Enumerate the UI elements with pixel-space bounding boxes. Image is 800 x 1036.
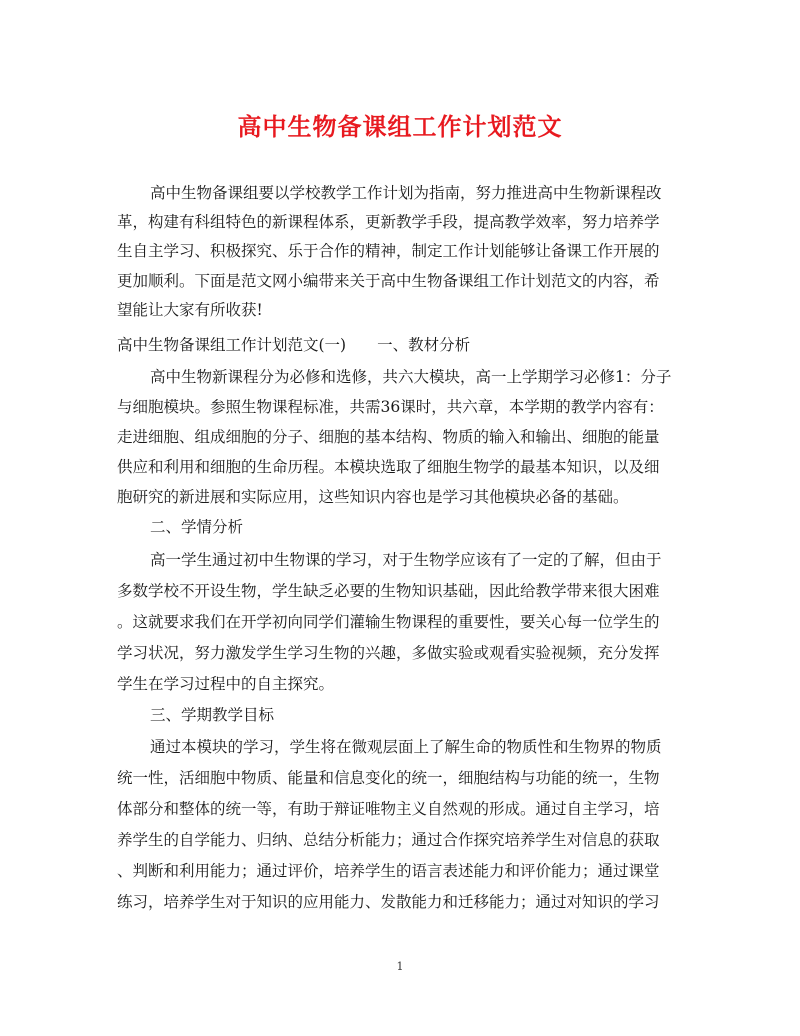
body-line-23: 、判断和利用能力；通过评价，培养学生的语言表述能力和评价能力；通过课堂 [117, 862, 660, 880]
body-line-11: 胞研究的新进展和实际应用，这些知识内容也是学习其他模块必备的基础。 [117, 488, 629, 506]
body-line-9: 走进细胞、组成细胞的分子、细胞的基本结构、物质的输入和输出、细胞的能量 [117, 428, 660, 446]
body-line-21: 体部分和整体的统一等，有助于辩证唯物主义自然观的形成。通过自主学习，培 [117, 800, 660, 818]
body-line-3: 生自主学习、积极探究、乐于合作的精神，制定工作计划能够让备课工作开展的 [117, 242, 660, 260]
body-line-5: 望能让大家有所收获! [117, 301, 263, 319]
body-line-20: 统一性，活细胞中物质、能量和信息变化的统一，细胞结构与功能的统一，生物 [117, 769, 660, 787]
section-heading-3: 三、学期教学目标 [150, 706, 275, 724]
body-line-4: 更加顺利。下面是范文网小编带来关于高中生物备课组工作计划范文的内容，希 [117, 272, 660, 290]
body-line-24: 练习，培养学生对于知识的应用能力、发散能力和迁移能力；通过对知识的学习 [117, 893, 660, 911]
body-line-1: 高中生物备课组要以学校教学工作计划为指南，努力推进高中生物新课程改 [150, 184, 662, 202]
page-number: 1 [396, 960, 404, 973]
body-line-16: 学习状况，努力激发学生学习生物的兴趣，多做实验或观看实验视频，充分发挥 [117, 644, 660, 662]
body-line-14: 多数学校不开设生物，学生缺乏必要的生物知识基础，因此给教学带来很大困难 [117, 582, 660, 600]
section-heading-2: 二、学情分析 [150, 518, 244, 536]
body-line-15: 。这就要求我们在开学初向同学们灌输生物课程的重要性，要关心每一位学生的 [117, 613, 660, 631]
document-title: 高中生物备课组工作计划范文 [237, 112, 563, 141]
section-heading-1: 高中生物备课组工作计划范文(一) 一、教材分析 [117, 336, 471, 354]
body-line-8: 与细胞模块。参照生物课程标准，共需36课时，共六章，本学期的教学内容有： [117, 398, 664, 416]
body-line-7: 高中生物新课程分为必修和选修，共六大模块，高一上学期学习必修1：分子 [150, 368, 672, 386]
body-line-13: 高一学生通过初中生物课的学习，对于生物学应该有了一定的了解，但由于 [150, 551, 662, 569]
body-line-10: 供应和利用和细胞的生命历程。本模块选取了细胞生物学的最基本知识，以及细 [117, 458, 660, 476]
body-line-17: 学生在学习过程中的自主探究。 [117, 675, 335, 693]
body-line-19: 通过本模块的学习，学生将在微观层面上了解生命的物质性和生物界的物质 [150, 738, 662, 756]
body-line-2: 革，构建有科组特色的新课程体系，更新教学手段，提高教学效率，努力培养学 [117, 213, 660, 231]
body-line-22: 养学生的自学能力、归纳、总结分析能力；通过合作探究培养学生对信息的获取 [117, 831, 660, 849]
